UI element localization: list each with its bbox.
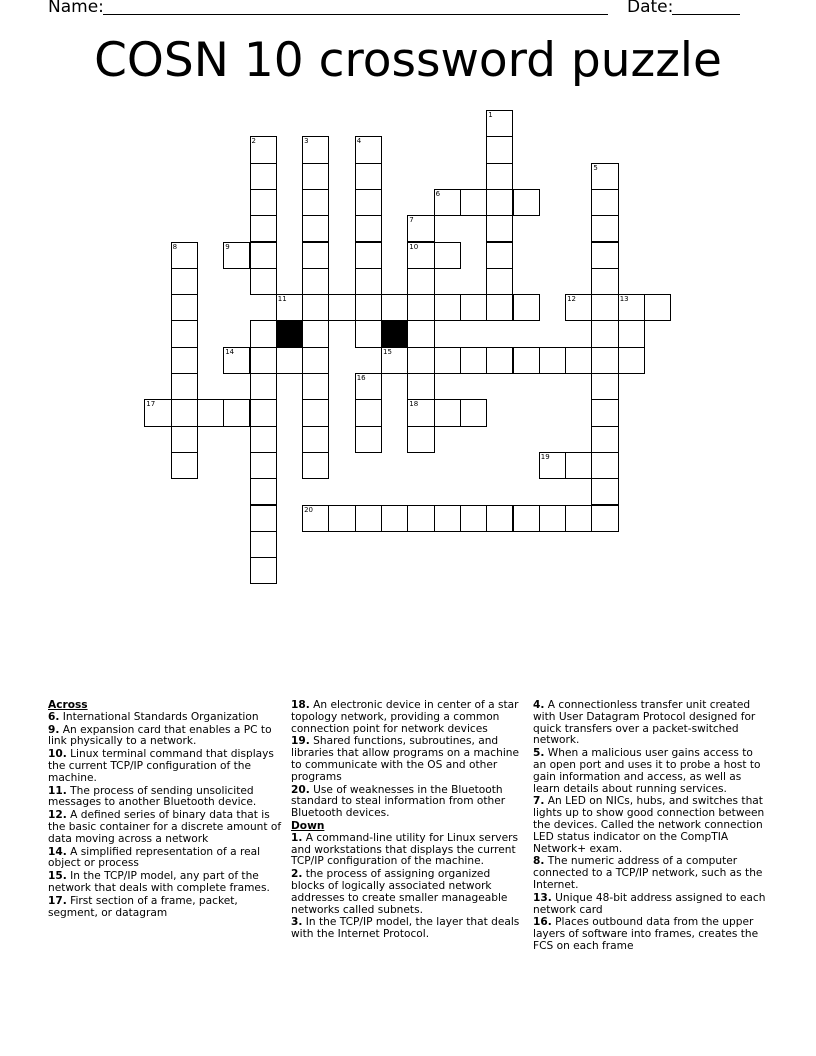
grid-cell[interactable] — [355, 163, 382, 190]
clue-item — [291, 833, 527, 868]
clue-item — [291, 917, 527, 941]
grid-cell[interactable] — [486, 136, 513, 163]
grid-cell[interactable] — [407, 373, 434, 400]
grid-cell[interactable] — [591, 268, 618, 295]
grid-cell[interactable] — [250, 268, 277, 295]
grid-cell[interactable] — [302, 426, 329, 453]
grid-cell[interactable] — [355, 294, 382, 321]
clue-item-number: 2. — [291, 868, 303, 881]
clue-item-number: 7. — [533, 795, 545, 808]
clue-number: 1 — [488, 111, 493, 119]
grid-cell[interactable] — [250, 189, 277, 216]
clue-number: 9 — [225, 242, 230, 251]
grid-cell[interactable] — [460, 505, 487, 532]
clue-item — [48, 810, 284, 845]
grid-cell[interactable] — [460, 347, 487, 374]
grid-cell[interactable] — [407, 347, 434, 374]
grid-cell[interactable] — [486, 110, 513, 137]
grid-cell[interactable] — [302, 163, 329, 190]
clue-number: 7 — [409, 216, 414, 225]
clue-item-number: 1. — [291, 831, 303, 844]
grid-cell[interactable] — [407, 426, 434, 453]
grid-cell[interactable] — [250, 163, 277, 190]
grid-cell[interactable] — [460, 189, 487, 216]
grid-cell[interactable] — [250, 347, 277, 374]
clue-item-number: 12. — [48, 809, 67, 822]
grid-cell[interactable] — [250, 557, 277, 584]
clue-item-number: 3. — [291, 916, 303, 929]
clue-item-text: the process of assigning organized blocks of logically associated network addresses to create smaller manageable networks called subnets. — [291, 868, 508, 916]
clue-item-number: 4. — [533, 699, 545, 711]
clue-item-number: 20. — [291, 783, 310, 796]
name-label: Name: — [48, 0, 104, 17]
grid-cell[interactable] — [302, 189, 329, 216]
grid-cell[interactable] — [302, 215, 329, 242]
grid-cell[interactable] — [591, 320, 618, 347]
clue-item — [48, 847, 284, 871]
grid-cell[interactable] — [486, 505, 513, 532]
clue-item — [48, 749, 284, 784]
grid-cell[interactable] — [565, 505, 592, 532]
grid-cell[interactable] — [434, 242, 461, 269]
clue-number: 11 — [277, 295, 287, 304]
clue-number: 16 — [356, 374, 366, 382]
clue-item-text: An electronic device in center of a star topology network, providing a common connection point for network devices — [291, 699, 519, 735]
grid-cell[interactable] — [302, 452, 329, 479]
across-clues-list-1 — [48, 712, 284, 920]
grid-cell[interactable] — [618, 347, 645, 374]
grid-cell[interactable] — [591, 294, 618, 321]
clue-item-number: 10. — [48, 748, 67, 761]
grid-cell[interactable] — [381, 347, 408, 374]
clue-number: 10 — [409, 242, 419, 251]
grid-cell[interactable] — [355, 320, 382, 347]
grid-cell[interactable] — [250, 242, 277, 269]
clue-item-text: First section of a frame, packet, segment, or datagram — [48, 894, 238, 919]
clue-item-number: 13. — [533, 891, 552, 904]
grid-cell[interactable] — [355, 268, 382, 295]
grid-cell[interactable] — [513, 347, 540, 374]
grid-cell[interactable] — [171, 373, 198, 400]
clue-number: 6 — [435, 189, 441, 198]
grid-cell[interactable] — [302, 320, 329, 347]
grid-block — [381, 320, 408, 347]
grid-cell[interactable] — [144, 399, 171, 426]
grid-cell[interactable] — [407, 320, 434, 347]
grid-cell[interactable] — [513, 505, 540, 532]
clue-item — [533, 700, 769, 747]
grid-cell[interactable] — [302, 373, 329, 400]
grid-cell[interactable] — [328, 505, 355, 532]
grid-cell[interactable] — [565, 347, 592, 374]
grid-cell[interactable] — [407, 505, 434, 532]
grid-cell[interactable] — [171, 242, 198, 269]
down-clues-list-1 — [291, 833, 527, 941]
grid-cell[interactable] — [407, 242, 434, 269]
clue-item — [48, 786, 284, 810]
clue-item — [291, 869, 527, 916]
clue-number: 18 — [409, 400, 419, 409]
clue-number: 20 — [304, 505, 314, 514]
clue-item — [291, 736, 527, 783]
clue-item-text: Shared functions, subroutines, and libraries that allow programs on a machine to communicate with the OS and other programs — [291, 735, 519, 783]
grid-cell[interactable] — [171, 426, 198, 453]
grid-cell[interactable] — [276, 347, 303, 374]
clue-item — [533, 917, 769, 952]
grid-cell[interactable] — [434, 189, 461, 216]
grid-cell[interactable] — [539, 347, 566, 374]
clue-item-text: Unique 48-bit address assigned to each network card — [533, 891, 766, 916]
grid-cell[interactable] — [618, 294, 645, 321]
clue-item — [48, 896, 284, 920]
grid-cell[interactable] — [644, 294, 671, 321]
grid-cell[interactable] — [302, 347, 329, 374]
grid-cell[interactable] — [276, 294, 303, 321]
clue-item-text: A defined series of binary data that is the basic container for a discrete amount of data moving across a network — [48, 809, 282, 845]
grid-cell[interactable] — [407, 215, 434, 242]
clue-item-text: Use of weaknesses in the Bluetooth standard to steal information from other Bluetooth devices. — [291, 783, 506, 820]
grid-cell[interactable] — [591, 505, 618, 532]
grid-cell[interactable] — [486, 163, 513, 190]
grid-cell[interactable] — [355, 399, 382, 426]
grid-cell[interactable] — [250, 399, 277, 426]
grid-cell[interactable] — [250, 426, 277, 453]
grid-cell[interactable] — [223, 399, 250, 426]
grid-cell[interactable] — [355, 136, 382, 163]
grid-cell[interactable] — [591, 215, 618, 242]
grid-cell[interactable] — [250, 452, 277, 479]
clue-item — [291, 785, 527, 820]
grid-cell[interactable] — [486, 268, 513, 295]
clue-number: 5 — [593, 163, 598, 172]
grid-cell[interactable] — [513, 294, 540, 321]
grid-cell[interactable] — [618, 320, 645, 347]
clue-number: 2 — [251, 137, 256, 146]
grid-cell[interactable] — [250, 505, 277, 532]
grid-cell[interactable] — [171, 399, 198, 426]
grid-cell[interactable] — [434, 294, 461, 321]
clue-item-text: Linux terminal command that displays the current TCP/IP configuration of the machine. — [48, 748, 274, 784]
grid-cell[interactable] — [539, 452, 566, 479]
clues-column-2 — [291, 700, 527, 942]
grid-cell[interactable] — [223, 242, 250, 269]
clue-item — [533, 856, 769, 891]
grid-cell[interactable] — [434, 347, 461, 374]
clue-item-text: In the TCP/IP model, the layer that deals with the Internet Protocol. — [291, 916, 520, 941]
clue-item-number: 17. — [48, 894, 67, 907]
clue-number: 8 — [172, 242, 178, 251]
grid-cell[interactable] — [302, 505, 329, 532]
grid-cell[interactable] — [591, 478, 618, 505]
grid-cell[interactable] — [355, 215, 382, 242]
grid-cell[interactable] — [250, 320, 277, 347]
grid-cell[interactable] — [591, 426, 618, 453]
clue-item-text: A simplified representation of a real object or process — [48, 845, 261, 870]
grid-cell[interactable] — [565, 452, 592, 479]
clue-item-number: 19. — [291, 735, 310, 748]
clues-column-1 — [48, 700, 284, 920]
grid-cell[interactable] — [302, 294, 329, 321]
grid-cell[interactable] — [355, 505, 382, 532]
grid-cell[interactable] — [486, 215, 513, 242]
grid-block — [276, 320, 303, 347]
grid-cell[interactable] — [407, 268, 434, 295]
clue-item — [48, 871, 284, 895]
grid-cell[interactable] — [407, 294, 434, 321]
clue-number: 3 — [304, 137, 309, 146]
grid-cell[interactable] — [591, 163, 618, 190]
clue-number: 4 — [356, 137, 362, 146]
clue-item — [291, 700, 527, 735]
down-heading: Down — [291, 819, 325, 832]
clue-item — [533, 748, 769, 795]
clues-column-3 — [533, 700, 769, 954]
grid-cell[interactable] — [434, 399, 461, 426]
grid-cell[interactable] — [381, 505, 408, 532]
clue-number: 19 — [540, 452, 550, 461]
grid-cell[interactable] — [513, 189, 540, 216]
clue-item-text: The process of sending unsolicited messages to another Bluetooth device. — [48, 784, 257, 809]
clue-item-number: 18. — [291, 699, 310, 711]
grid-cell[interactable] — [460, 399, 487, 426]
grid-cell[interactable] — [197, 399, 224, 426]
clue-item — [533, 893, 769, 917]
grid-cell[interactable] — [171, 347, 198, 374]
grid-cell[interactable] — [565, 294, 592, 321]
clue-number: 17 — [146, 400, 156, 409]
grid-cell[interactable] — [250, 531, 277, 558]
grid-cell[interactable] — [486, 347, 513, 374]
clue-item — [533, 796, 769, 855]
grid-cell[interactable] — [302, 136, 329, 163]
grid-cell[interactable] — [381, 294, 408, 321]
puzzle-title: COSN 10 crossword puzzle — [94, 33, 722, 88]
across-clues-list-2 — [291, 700, 527, 820]
grid-cell[interactable] — [355, 373, 382, 400]
clue-item-text: A connectionless transfer unit created with User Datagram Protocol designed for quick transfers over a packet-switched network. — [533, 699, 756, 747]
clue-item — [48, 725, 284, 749]
grid-cell[interactable] — [171, 294, 198, 321]
clue-item-text: The numeric address of a computer connected to a TCP/IP network, such as the Internet. — [533, 855, 763, 891]
clue-item-text: In the TCP/IP model, any part of the network that deals with complete frames. — [48, 870, 270, 894]
grid-cell[interactable] — [591, 347, 618, 374]
grid-cell[interactable] — [250, 478, 277, 505]
grid-cell[interactable] — [434, 505, 461, 532]
grid-cell[interactable] — [171, 268, 198, 295]
clue-number: 14 — [225, 347, 235, 356]
clue-item-text: Places outbound data from the upper layers of software into frames, creates the FCS on each frame — [533, 916, 759, 952]
grid-cell[interactable] — [355, 189, 382, 216]
clue-item-number: 11. — [48, 784, 67, 797]
clue-item-text: International Standards Organization — [62, 710, 259, 723]
grid-cell[interactable] — [591, 373, 618, 400]
grid-cell[interactable] — [486, 294, 513, 321]
clue-item — [48, 712, 284, 724]
clue-item-number: 14. — [48, 845, 67, 858]
grid-cell[interactable] — [250, 373, 277, 400]
grid-cell[interactable] — [591, 242, 618, 269]
grid-cell[interactable] — [355, 426, 382, 453]
down-clues-list-2 — [533, 700, 769, 953]
grid-cell[interactable] — [223, 347, 250, 374]
clue-item-number: 15. — [48, 870, 67, 883]
date-label: Date: — [627, 0, 674, 17]
grid-cell[interactable] — [591, 452, 618, 479]
grid-cell[interactable] — [355, 242, 382, 269]
grid-cell[interactable] — [250, 215, 277, 242]
grid-cell[interactable] — [591, 399, 618, 426]
grid-cell[interactable] — [302, 242, 329, 269]
across-heading: Across — [48, 699, 88, 711]
grid-cell[interactable] — [591, 189, 618, 216]
grid-cell[interactable] — [171, 320, 198, 347]
clue-item-number: 6. — [48, 710, 60, 723]
clue-number: 12 — [567, 295, 577, 304]
grid-cell[interactable] — [407, 399, 434, 426]
clue-item-text: When a malicious user gains access to an open port and uses it to probe a host to gain information and access, as well as learn details about running services. — [533, 747, 761, 795]
clue-item-text: A command-line utility for Linux servers and workstations that displays the current TCP/IP configuration of the machine. — [291, 831, 518, 868]
grid-cell[interactable] — [250, 136, 277, 163]
grid-cell[interactable] — [328, 294, 355, 321]
grid-cell[interactable] — [486, 242, 513, 269]
clue-item-number: 5. — [533, 747, 545, 760]
clue-number: 15 — [383, 347, 392, 356]
grid-cell[interactable] — [486, 189, 513, 216]
clue-item-text: An expansion card that enables a PC to link physically to a network. — [48, 723, 272, 748]
grid-cell[interactable] — [302, 399, 329, 426]
grid-cell[interactable] — [460, 294, 487, 321]
grid-cell[interactable] — [539, 505, 566, 532]
clue-number: 13 — [619, 295, 629, 304]
grid-cell[interactable] — [302, 268, 329, 295]
clue-item-text: An LED on NICs, hubs, and switches that lights up to show good connection between the devices. Called the network connection LED status indicator on the CompTIA Network+ exam. — [533, 795, 765, 855]
clue-item-number: 8. — [533, 855, 545, 868]
clue-item-number: 16. — [533, 916, 552, 929]
grid-cell[interactable] — [171, 452, 198, 479]
clue-item-number: 9. — [48, 723, 60, 736]
